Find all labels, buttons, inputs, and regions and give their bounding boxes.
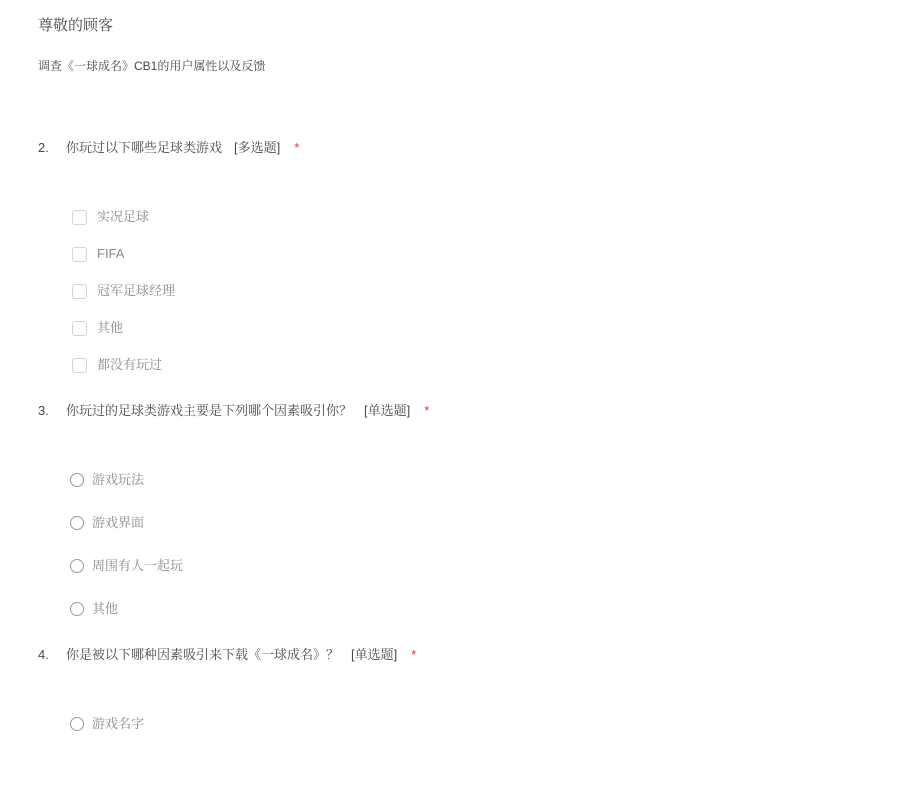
question-4 [38,647,860,732]
option-label: 游戏玩法 [92,472,145,487]
radio-option-row[interactable] [70,558,860,574]
radio-option-row[interactable] [70,601,860,617]
question-heading [38,647,860,662]
checkbox-option-row[interactable] [72,283,860,299]
question-number: 3. [38,403,49,418]
checkbox-icon[interactable] [72,321,87,336]
option-list [38,716,860,732]
question-list [38,140,860,732]
radio-button-icon[interactable] [70,473,84,487]
checkbox-icon[interactable] [72,358,87,373]
option-label: 其他 [92,601,119,616]
question-text: 你玩过的足球类游戏主要是下列哪个因素吸引你？ [66,403,353,418]
question-text: 你玩过以下哪些足球类游戏 [66,140,223,155]
option-label: 其他 [97,320,124,335]
question-text: 你是被以下哪种因素吸引来下载《一球成名》？ [66,647,340,662]
option-label: 游戏名字 [92,716,145,731]
radio-button-icon[interactable] [70,559,84,573]
option-label: 实况足球 [97,209,150,224]
required-asterisk: * [294,140,300,155]
question-number: 2. [38,140,49,155]
checkbox-icon[interactable] [72,247,87,262]
question-type-label: [多选题] [234,140,281,155]
option-list [38,209,860,373]
radio-option-row[interactable] [70,472,860,488]
question-heading [38,140,860,155]
question-number: 4. [38,647,49,662]
page-title: 尊敬的顾客 [38,17,114,34]
option-list [38,472,860,617]
checkbox-option-row[interactable] [72,246,860,262]
question-type-label: [单选题] [351,647,398,662]
radio-button-icon[interactable] [70,602,84,616]
required-asterisk: * [424,403,430,418]
option-label: 冠军足球经理 [97,283,176,298]
option-label: FIFA [97,246,125,261]
page-subtitle: 调查《一球成名》CB1的用户属性以及反馈 [38,59,266,73]
required-asterisk: * [411,647,417,662]
option-label: 都没有玩过 [97,357,163,372]
checkbox-option-row[interactable] [72,320,860,336]
radio-button-icon[interactable] [70,516,84,530]
checkbox-icon[interactable] [72,210,87,225]
checkbox-option-row[interactable] [72,357,860,373]
radio-option-row[interactable] [70,515,860,531]
question-2 [38,140,860,373]
option-label: 游戏界面 [92,515,145,530]
checkbox-icon[interactable] [72,284,87,299]
question-heading [38,403,860,418]
checkbox-option-row[interactable] [72,209,860,225]
radio-button-icon[interactable] [70,717,84,731]
question-type-label: [单选题] [364,403,411,418]
radio-option-row[interactable] [70,716,860,732]
option-label: 周围有人一起玩 [92,558,184,573]
question-3 [38,403,860,617]
